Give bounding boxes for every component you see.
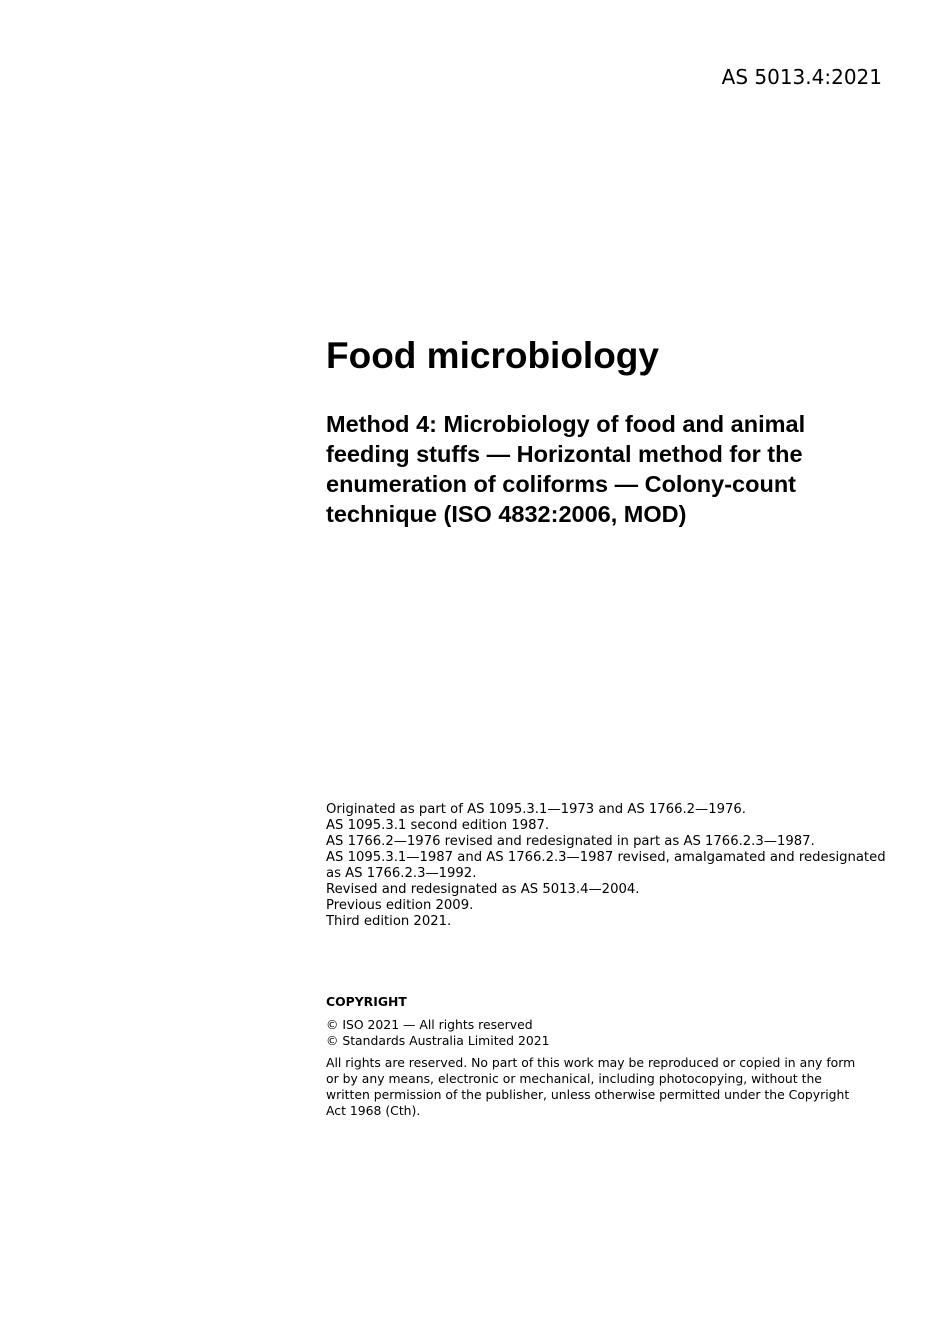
document-title: Food microbiology	[326, 335, 659, 376]
document-subtitle: Method 4: Microbiology of food and animal feeding stuffs — Horizontal method for the enumeration of coliforms — Colony-count technique (ISO 4832:2006, MOD)	[326, 411, 806, 527]
history-line: Third edition 2021.	[326, 914, 452, 929]
history-line: Previous edition 2009.	[326, 898, 474, 913]
history-line: Originated as part of AS 1095.3.1—1973 and AS 1766.2—1976.	[326, 802, 746, 817]
document-number: AS 5013.4:2021	[721, 65, 882, 89]
copyright-heading: COPYRIGHT	[326, 994, 407, 1009]
edition-history	[326, 802, 896, 930]
copyright-line: © Standards Australia Limited 2021	[326, 1033, 550, 1048]
history-line: Revised and redesignated as AS 5013.4—2004.	[326, 882, 640, 897]
copyright-holders	[326, 1017, 866, 1049]
copyright-notice: All rights are reserved. No part of this work may be reproduced or copied in any form or by any means, electronic or mechanical, including photocopying, without the written permission of the publisher, unless otherwise permitted under the Copyright Act 1968 (Cth).	[326, 1055, 856, 1118]
copyright-block	[326, 994, 866, 1119]
history-line: AS 1766.2—1976 revised and redesignated in part as AS 1766.2.3—1987.	[326, 834, 815, 849]
history-line: AS 1095.3.1 second edition 1987.	[326, 818, 550, 833]
history-line: AS 1095.3.1—1987 and AS 1766.2.3—1987 revised, amalgamated and redesignated as AS 1766.2.3—1992.	[326, 850, 886, 881]
copyright-line: © ISO 2021 — All rights reserved	[326, 1017, 533, 1032]
